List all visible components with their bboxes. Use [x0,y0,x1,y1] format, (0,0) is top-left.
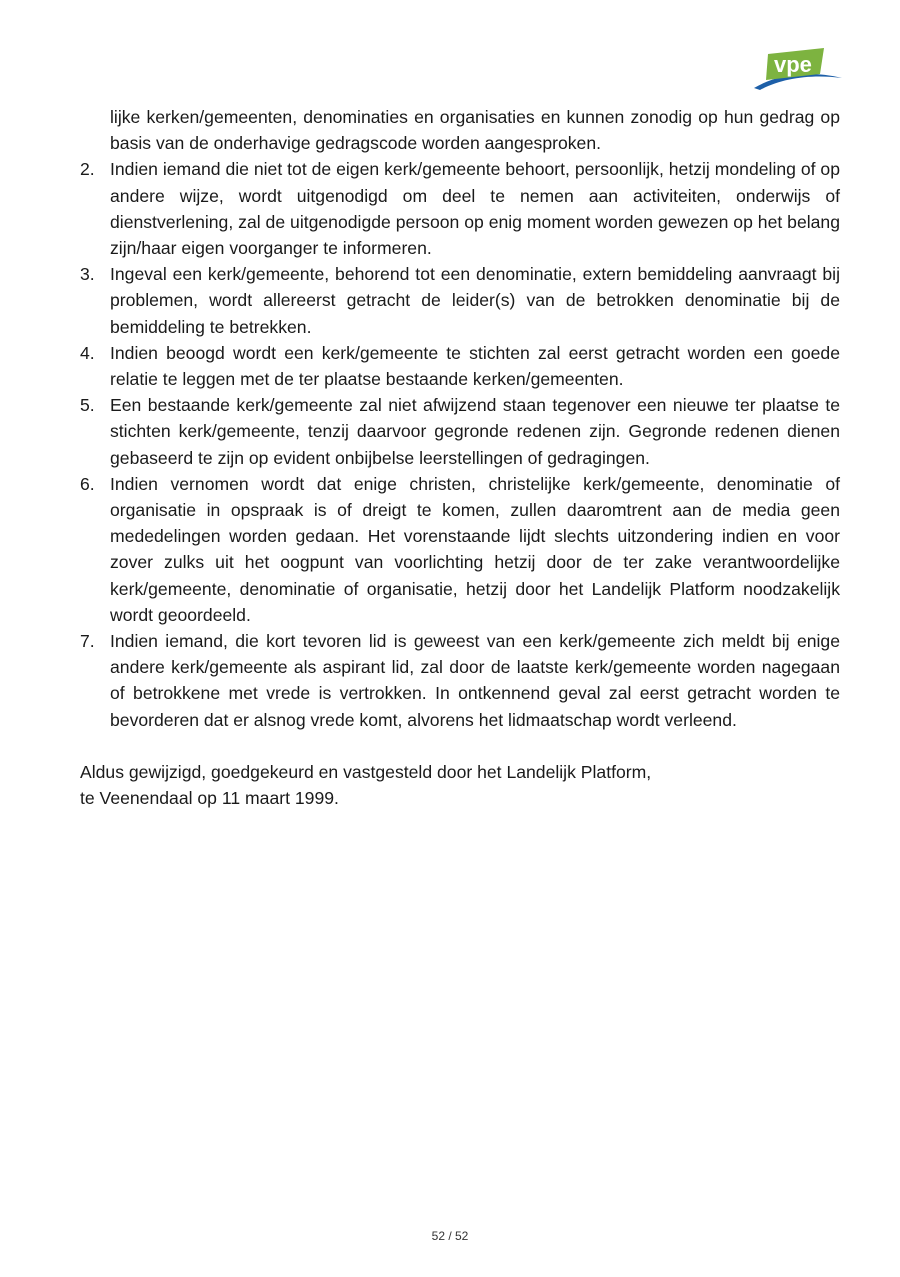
closing-statement [80,759,840,811]
list-text: Een bestaande kerk/gemeente zal niet afwijzend staan tegenover een nieuwe ter plaatse te stichten kerk/gemeente, tenzij daarvoor gegronde redenen zijn. Gegronde redenen dienen gebaseerd te zijn op evident onbijbelse leerstellingen of gedragingen. [110,395,840,468]
logo-text: vpe [774,52,812,77]
list-number: 4. [80,342,95,363]
list-text: Ingeval een kerk/gemeente, behorend tot een denominatie, extern bemiddeling aanvraagt bij problemen, wordt allereerst getracht de leider(s) van de betrokken denominatie bij de bemiddeling te betrekken. [110,264,840,337]
list-text: Indien iemand, die kort tevoren lid is geweest van een kerk/gemeente zich meldt bij enige andere kerk/gemeente als aspirant lid, zal door de laatste kerk/gemeente worden nagegaan of betrokkene met vrede is vertrokken. In ontkennend geval zal eerst getracht worden te bevorderen dat er alsnog vrede komt, alvorens het lidmaatschap wordt verleend. [110,631,840,730]
list-number: 7. [80,631,95,652]
list-item [80,628,840,733]
list-text: Indien iemand die niet tot de eigen kerk/gemeente behoort, persoonlijk, hetzij mondeling of op andere wijze, wordt uitgenodigd om deel te nemen aan activiteiten, onderwijs of dienstverlening, zal de uitgenodigde persoon op enig moment worden gewezen op het belang zijn/haar eigen voorganger te informeren. [110,159,840,259]
vpe-logo [752,44,844,94]
list-item [80,471,840,628]
document-body [80,104,840,811]
list-number: 2. [80,159,95,180]
list-item [80,261,840,340]
list-number: 5. [80,395,95,416]
list-text: Indien vernomen wordt dat enige christen, christelijke kerk/gemeente, denominatie of organisatie in opspraak is of dreigt te komen, zullen daaromtrent aan de media geen mededelingen worden gedaan. Het vorenstaande lijdt slechts uitzondering indien en voor zover zulks uit het oogpunt van voorlichting hetzij door de ter zake verantwoordelijke kerk/gemeente, denominatie of organisatie, hetzij door het Landelijk Platform noodzakelijk wordt geoordeeld. [110,473,840,625]
list-number: 3. [80,264,95,285]
list-item [80,340,840,392]
list-text: Indien beoogd wordt een kerk/gemeente te stichten zal eerst getracht worden een goede relatie te leggen met de ter plaatse bestaande kerken/gemeenten. [110,342,840,390]
continued-paragraph: lijke kerken/gemeenten, denominaties en organisaties en kunnen zonodig op hun gedrag op basis van de onderhavige gedragscode worden aangesproken. [110,107,840,154]
closing-line-1: Aldus gewijzigd, goedgekeurd en vastgesteld door het Landelijk Platform, [80,761,652,782]
page-number: 52 / 52 [431,1229,469,1243]
list-item [80,156,840,261]
list-number: 6. [80,473,95,494]
list-item [80,392,840,471]
closing-line-2: te Veenendaal op 11 maart 1999. [80,788,339,809]
